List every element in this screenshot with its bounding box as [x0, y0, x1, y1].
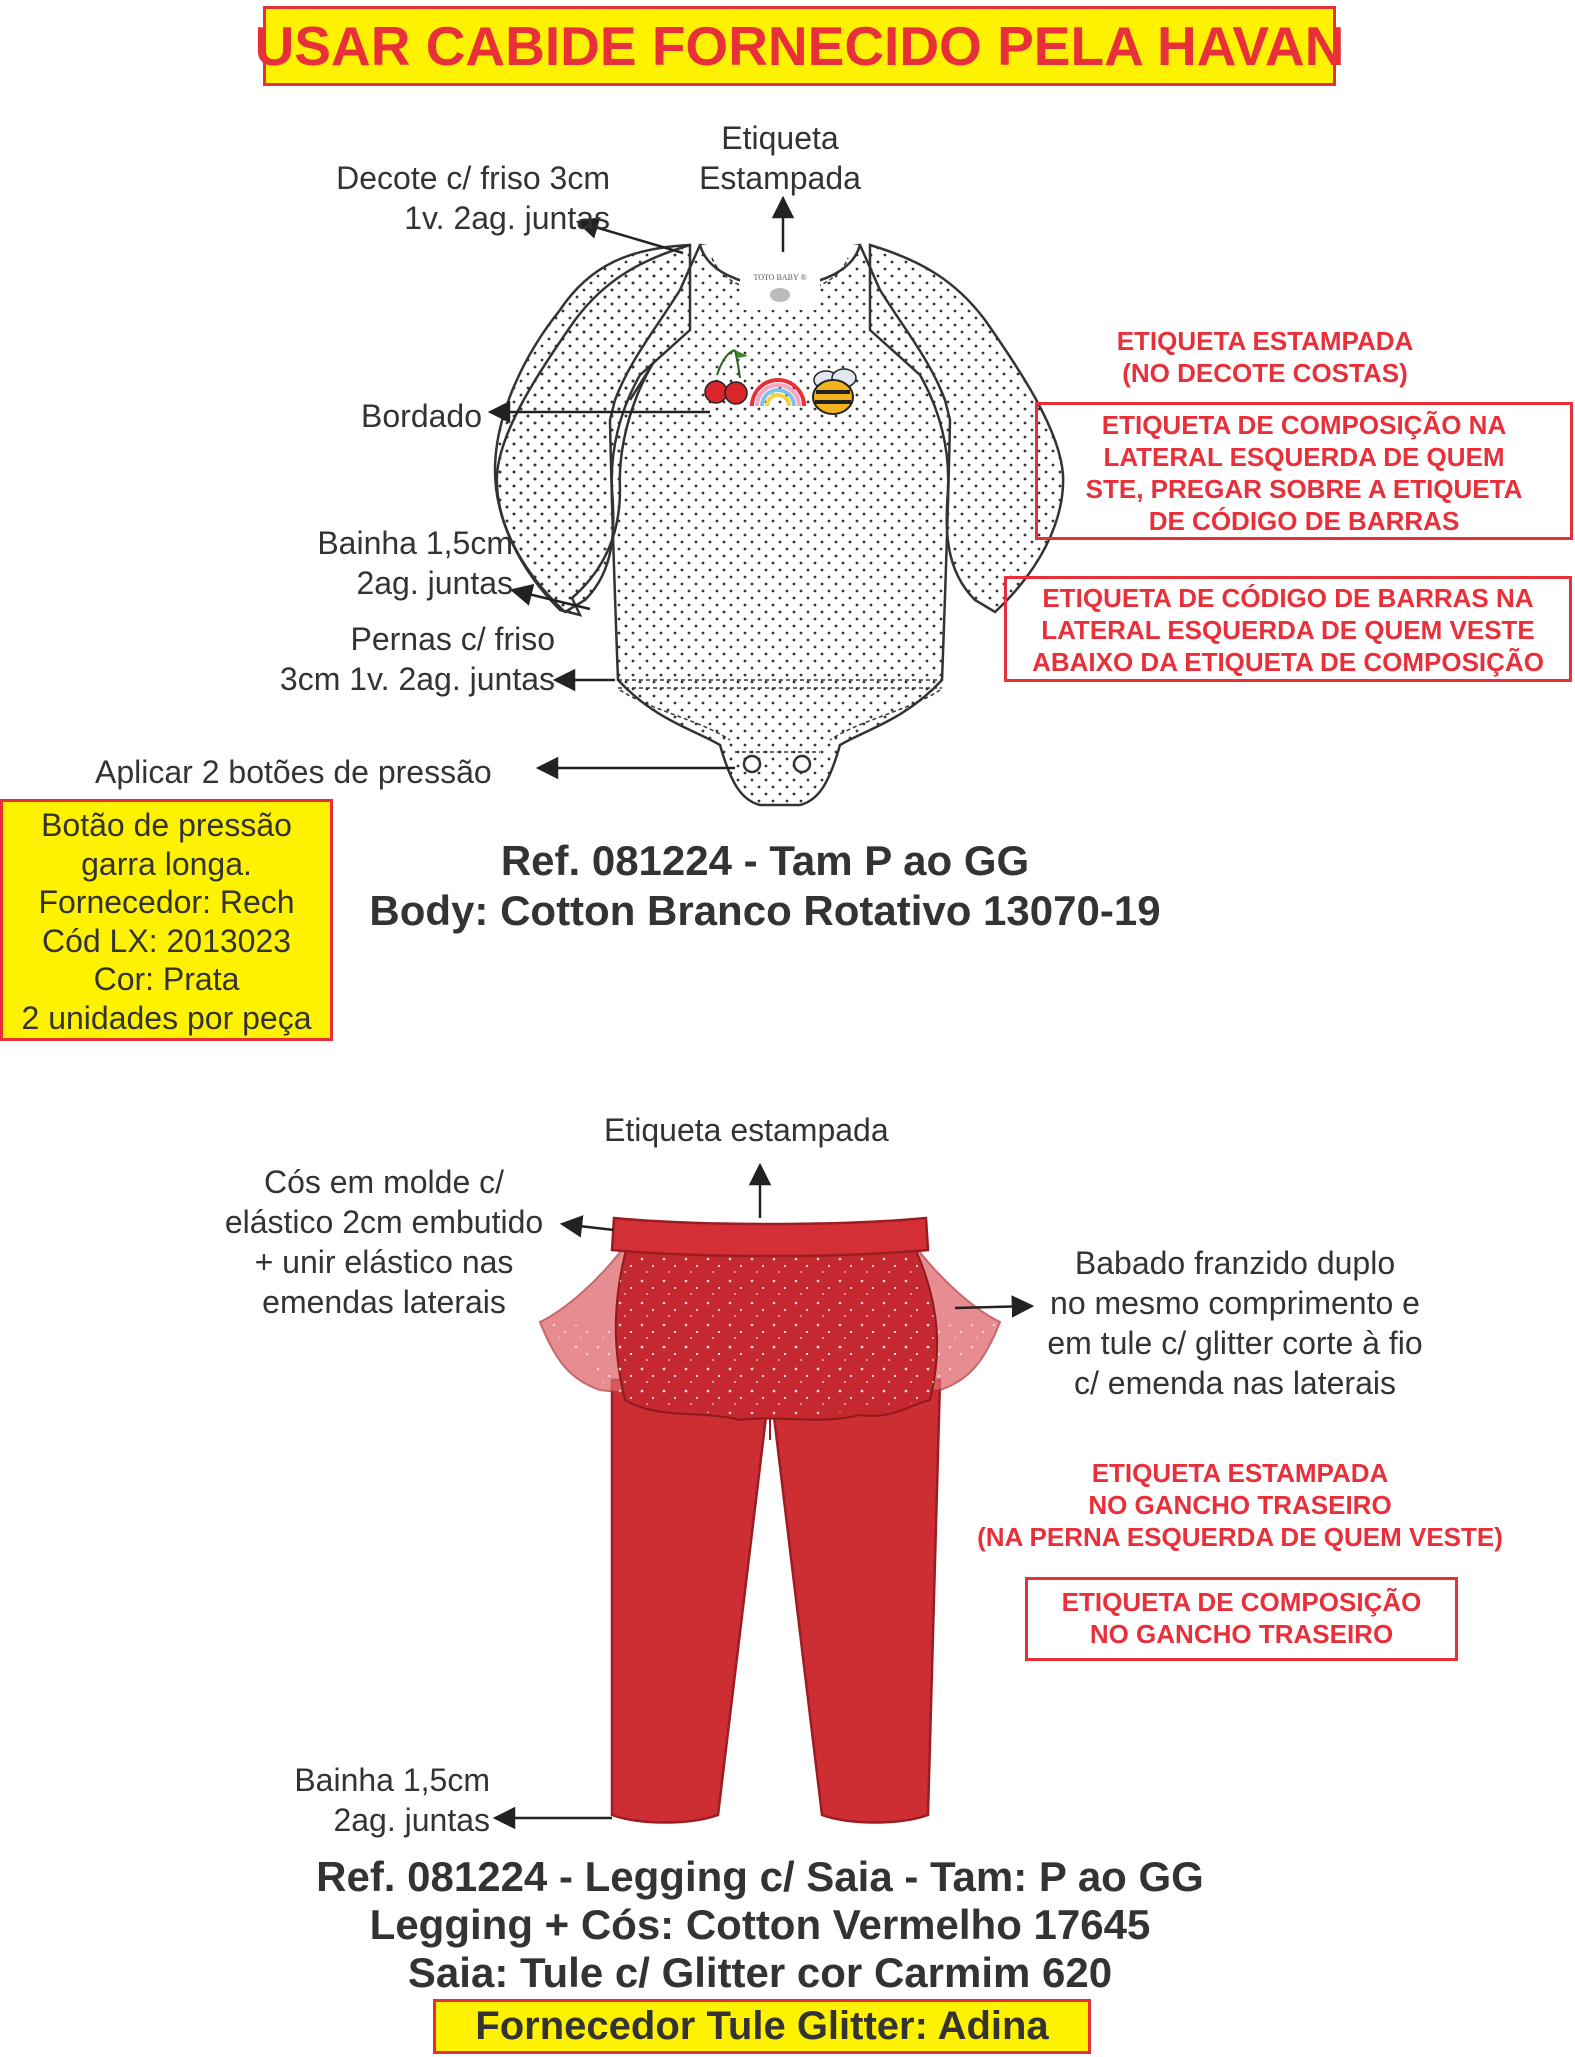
- hanger-instruction-banner: [254, 6, 1345, 86]
- bodysuit-drawing: [495, 245, 1063, 805]
- note-etiqueta-estampada-legging: ETIQUETA ESTAMPADA NO GANCHO TRASEIRO (NA PERNA ESQUERDA DE QUEM VESTE): [977, 1458, 1503, 1552]
- note-composicao-legging: ETIQUETA DE COMPOSIÇÃO NO GANCHO TRASEIRO: [1025, 1577, 1458, 1661]
- legging-drawing: [540, 1218, 1000, 1823]
- tulle-supplier-banner: [433, 1999, 1091, 2054]
- label-decote: Decote c/ friso 3cm 1v. 2ag. juntas: [336, 160, 610, 236]
- label-bainha-legging: Bainha 1,5cm 2ag. juntas: [294, 1762, 490, 1838]
- note-codigo-barras: ETIQUETA DE CÓDIGO DE BARRAS NA LATERAL ESQUERDA DE QUEM VESTE ABAIXO DA ETIQUETA DE COMPOSIÇÃO: [1004, 576, 1572, 682]
- label-pernas: Pernas c/ friso 3cm 1v. 2ag. juntas: [279, 621, 555, 697]
- label-babado: Babado franzido duplo no mesmo comprimento e em tule c/ glitter corte à fio c/ emenda nas laterais: [1047, 1245, 1423, 1401]
- note-composicao-body: ETIQUETA DE COMPOSIÇÃO NA LATERAL ESQUERDA DE QUEM STE, PREGAR SOBRE A ETIQUETA DE CÓDIGO DE BARRAS: [1035, 402, 1573, 540]
- label-bordado: Bordado: [361, 398, 482, 434]
- print-label: TOTO BABY ®: [753, 273, 807, 282]
- note-etiqueta-estampada-body: ETIQUETA ESTAMPADA (NO DECOTE COSTAS): [1116, 326, 1414, 388]
- snap-supplier-box: Botão de pressão garra longa. Fornecedor: Rech Cód LX: 2013023 Cor: Prata 2 unidades por peça: [0, 799, 333, 1041]
- label-etiqueta-legging: Etiqueta estampada: [604, 1112, 889, 1148]
- label-etiqueta-body: Etiqueta Estampada: [699, 120, 861, 196]
- hanger-instruction-text: USAR CABIDE FORNECIDO PELA HAVAN: [254, 15, 1345, 77]
- snap-button-right: [794, 756, 810, 772]
- label-cos: Cós em molde c/ elástico 2cm embutido + unir elástico nas emendas laterais: [224, 1164, 544, 1320]
- body-reference-title: Ref. 081224 - Tam P ao GG Body: Cotton Branco Rotativo 13070-19: [369, 837, 1161, 934]
- snap-button-left: [744, 756, 760, 772]
- embroidery-bee: [813, 369, 856, 414]
- label-bainha-body: Bainha 1,5cm 2ag. juntas: [317, 525, 513, 601]
- tulle-supplier-text: Fornecedor Tule Glitter: Adina: [475, 2004, 1049, 2048]
- legging-reference-title: Ref. 081224 - Legging c/ Saia - Tam: P ao GG Legging + Cós: Cotton Vermelho 17645 Saia: Tule c/ Glitter cor Carmim 620: [316, 1853, 1204, 1996]
- label-botoes: Aplicar 2 botões de pressão: [95, 754, 492, 790]
